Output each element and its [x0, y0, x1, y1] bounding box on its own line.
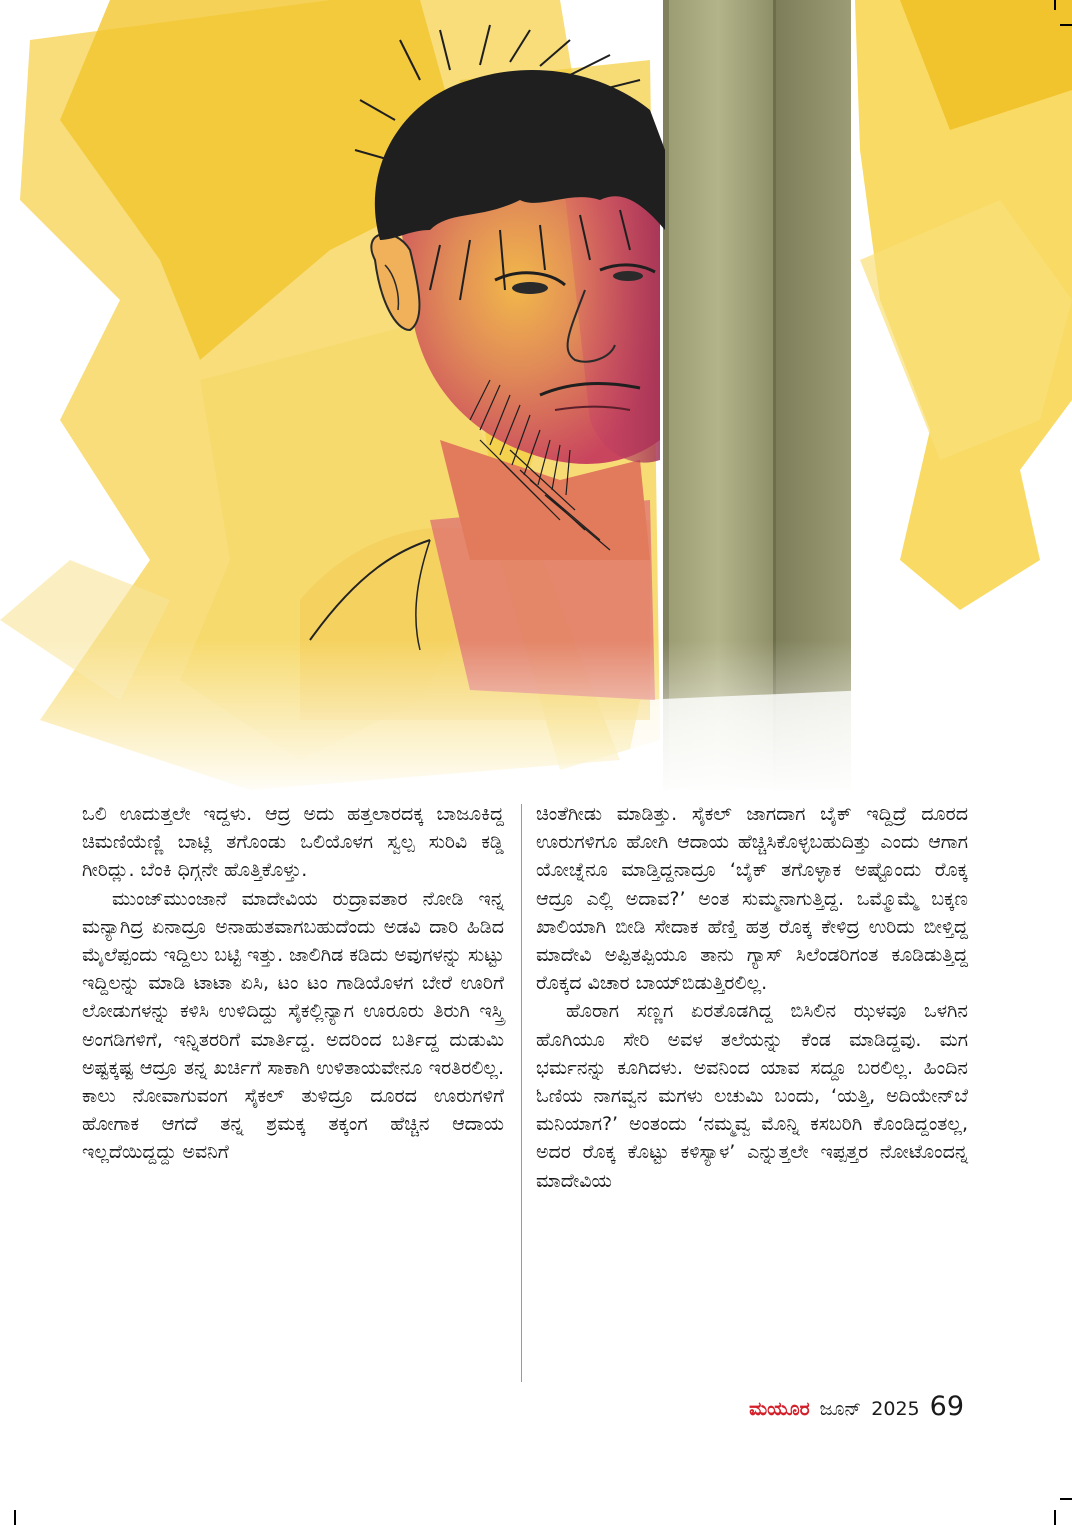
page-number: 69	[929, 1391, 964, 1422]
article-body	[82, 800, 970, 1390]
paragraph: ಒಲಿ ಊದುತ್ತಲೇ ಇದ್ದಳು. ಆದ್ರ ಅದು ಹತ್ತಲಾರದಕ್ಕ ಬಾಜೂಕಿದ್ದ ಚಿಮಣಿಯೆಣ್ಣಿ ಬಾಟ್ಲಿ ತಗೊಂಡು ಒಲಿಯೊಳಗ ಸ್ವಲ್ಪ ಸುರಿವಿ ಕಡ್ಡಿ ಗೀರಿದ್ಲು. ಬೆಂಕಿ ಧಿಗ್ಗನೇ ಹೊತ್ತಿಕೊಳ್ತು.	[82, 803, 504, 882]
article-column-right	[536, 800, 968, 1195]
column-divider	[521, 804, 522, 1382]
paragraph: ಮುಂಜ್‌ಮುಂಜಾನೆ ಮಾದೇವಿಯ ರುದ್ರಾವತಾರ ನೋಡಿ ಇನ್ನ ಮನ್ಯಾಗಿದ್ರ ಏನಾದ್ರೂ ಅನಾಹುತವಾಗಬಹುದೆಂದು ಅಡವಿ ದಾರಿ ಹಿಡಿದ ಮೈಲೆಪ್ಪಂದು ಇದ್ದಿಲು ಬಟ್ಟಿ ಇತ್ತು. ಜಾಲಿಗಿಡ ಕಡಿದು ಅವುಗಳನ್ನು ಸುಟ್ಟು ಇದ್ದಿಲನ್ನು ಮಾಡಿ ಟಾಟಾ ಏಸಿ, ಟಂ ಟಂ ಗಾಡಿಯೊಳಗ ಬೇರೆ ಊರಿಗೆ ಲೋಡುಗಳನ್ನು ಕಳಿಸಿ ಉಳಿದಿದ್ದು ಸೈಕಲ್ಲಿನ್ಯಾಗ ಊರೂರು ತಿರುಗಿ ಇಸ್ತ್ರಿ ಅಂಗಡಿಗಳಿಗೆ, ಇನ್ನಿತರರಿಗೆ ಮಾರ್ತಿದ್ದ. ಅದರಿಂದ ಬರ್ತಿದ್ದ ದುಡುಮಿ ಅಷ್ಟಕ್ಕಷ್ಟ ಆದ್ರೂ ತನ್ನ ಖರ್ಚಿಗೆ ಸಾಕಾಗಿ ಉಳಿತಾಯವೇನೂ ಇರತಿರಲಿಲ್ಲ. ಕಾಲು ನೋವಾಗುವಂಗ ಸೈಕಲ್ ತುಳಿದ್ರೂ ದೂರದ ಊರುಗಳಿಗೆ ಹೋಗಾಕ ಆಗದೆ ತನ್ನ ಶ್ರಮಕ್ಕ ತಕ್ಕಂಗ ಹೆಚ್ಚಿನ ಆದಾಯ ಇಲ್ಲದೆಯಿದ್ದದ್ದು ಅವನಿಗೆ	[82, 887, 504, 1164]
crop-mark-top-right	[1054, 0, 1056, 10]
issue-month: ಜೂನ್	[819, 1398, 862, 1420]
paragraph: ಚಿಂತೆಗೀಡು ಮಾಡಿತ್ತು. ಸೈಕಲ್ ಜಾಗದಾಗ ಬೈಕ್ ಇದ್ದಿದ್ರೆ ದೂರದ ಊರುಗಳಿಗೂ ಹೋಗಿ ಆದಾಯ ಹೆಚ್ಚಿಸಿಕೊಳ್ಳಬಹುದಿತ್ತು ಎಂದು ಆಗಾಗ ಯೋಚ್ನೆನೂ ಮಾಡ್ತಿದ್ದನಾದ್ರೂ ‘ಬೈಕ್ ತಗೊಳ್ಳಾಕ ಅಷ್ಟೊಂದು ರೊಕ್ಕ ಆದ್ರೂ ಎಲ್ಲಿ ಅದಾವ?’ ಅಂತ ಸುಮ್ಮನಾಗುತ್ತಿದ್ದ. ಒಮ್ಮೊಮ್ಮೆ ಬಕ್ಕಣ ಖಾಲಿಯಾಗಿ ಬೀಡಿ ಸೇದಾಕ ಹೆಣ್ತಿ ಹತ್ರ ರೊಕ್ಕ ಕೇಳಿದ್ರ ಉರಿದು ಬೀಳ್ತಿದ್ದ ಮಾದೇವಿ ಅಪ್ಪಿತಪ್ಪಿಯೂ ತಾನು ಗ್ಯಾಸ್ ಸಿಲೆಂಡರಿಗಂತ ಕೂಡಿಡುತ್ತಿದ್ದ ರೊಕ್ಕದ ವಿಚಾರ ಬಾಯ್‌ಬಿಡುತ್ತಿರಲಿಲ್ಲ.	[536, 803, 968, 995]
article-column-left	[82, 800, 504, 1167]
paragraph: ಹೊರಾಗ ಸಣ್ಣಗ ಏರತೊಡಗಿದ್ದ ಬಿಸಿಲಿನ ಝಳವೂ ಒಳಗಿನ ಹೊಗಿಯೂ ಸೇರಿ ಅವಳ ತಲೆಯನ್ನು ಕೆಂಡ ಮಾಡಿದ್ದವು. ಮಗ ಭರ್ಮನನ್ನು ಕೂಗಿದಳು. ಅವನಿಂದ ಯಾವ ಸದ್ದೂ ಬರಲಿಲ್ಲ. ಹಿಂದಿನ ಓಣಿಯ ನಾಗವ್ವನ ಮಗಳು ಲಚುಮಿ ಬಂದು, ‘ಯತ್ತಿ, ಅದಿಯೇನ್‌ಬೆ ಮನಿಯಾಗ?’ ಅಂತಂದು ‘ನಮ್ಮವ್ವ ಮೊನ್ನಿ ಕಸಬರಿಗಿ ಕೊಂಡಿದ್ದಂತಲ್ಲ, ಅದರ ರೊಕ್ಕ ಕೊಟ್ಟು ಕಳಿಸ್ಯಾಳ’ ಎನ್ನುತ್ತಲೇ ಇಪ್ಪತ್ತರ ನೋಟೊಂದನ್ನ ಮಾದೇವಿಯ	[536, 1000, 968, 1192]
crop-mark-bottom-left	[14, 1510, 16, 1525]
issue-year: 2025	[871, 1398, 920, 1420]
crop-mark-bottom-right-h	[1060, 1498, 1072, 1500]
magazine-logo: ಮಯೂರ	[749, 1398, 810, 1420]
page-footer	[749, 1391, 964, 1427]
crop-mark-bottom-right	[1054, 1510, 1056, 1525]
crop-mark-top-right-h	[1060, 24, 1072, 26]
